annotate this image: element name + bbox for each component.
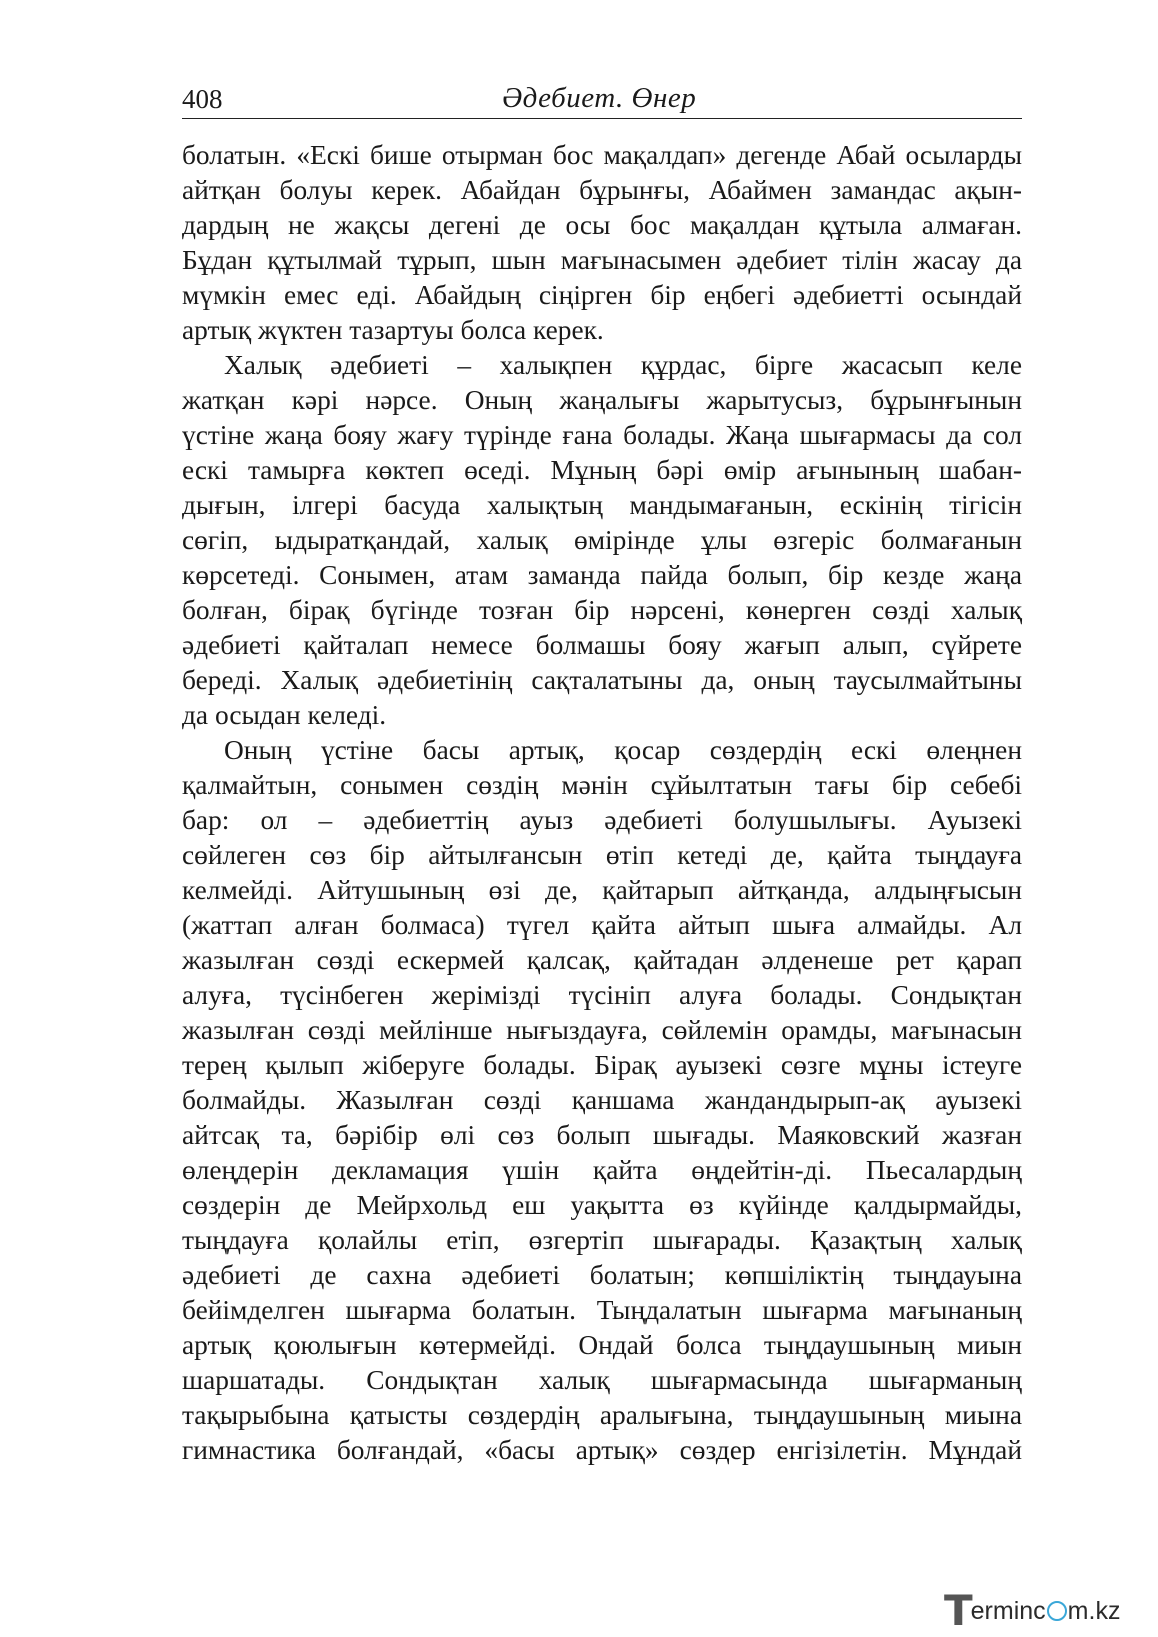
text-line: жазылған сөзді ескермей қалсақ, қайтадан әлденеше рет қарап bbox=[182, 945, 1022, 975]
text-line: ескі тамырға көктеп өседі. Мұның бәрі өмір ағынының шабан- bbox=[182, 455, 1022, 485]
running-title: Әдебиет. Өнер bbox=[502, 82, 697, 114]
watermark-o-icon bbox=[1047, 1601, 1067, 1621]
text-line: Оның үстіне басы артық, қосар сөздердің ескі өлеңнен bbox=[224, 735, 1022, 765]
paragraph-3 bbox=[182, 733, 1022, 1468]
paragraph-2 bbox=[182, 348, 1022, 733]
text-line: гимнастика болғандай, «басы артық» сөздер енгізілетін. Мұндай bbox=[182, 1435, 1022, 1465]
text-line: Бұдан құтылмай тұрып, шын мағынасымен әдебиет тілін жасау да bbox=[182, 245, 1022, 275]
text-line: сөгіп, ыдыратқандай, халық өмірінде ұлы өзгеріс болмағанын bbox=[182, 525, 1022, 555]
text-line: дығын, ілгері басуда халықтың мандымағанын, ескінің тігісін bbox=[182, 490, 1022, 520]
text-line: қалмайтын, сонымен сөздің мәнін сұйылтатын тағы бір себебі bbox=[182, 770, 1022, 800]
termincom-watermark bbox=[944, 1586, 1121, 1635]
text-line: болған, бірақ бүгінде тозған бір нәрсені, көнерген сөзді халық bbox=[182, 595, 1022, 625]
watermark-text-part3: m.kz bbox=[1067, 1597, 1121, 1625]
text-line: көрсетеді. Сонымен, атам заманда пайда болып, бір кезде жаңа bbox=[182, 560, 1022, 590]
text-line: бейімделген шығарма болатын. Тыңдалатын шығарма мағынаның bbox=[182, 1295, 1022, 1325]
text-line: дардың не жақсы дегені де осы бос мақалдан құтыла алмаған. bbox=[182, 210, 1022, 240]
text-line: айтсақ та, бәрібір өлі сөз болып шығады. Маяковский жазған bbox=[182, 1120, 1022, 1150]
text-line: алуға, түсінбеген жерімізді түсініп алуға болады. Сондықтан bbox=[182, 980, 1022, 1010]
watermark-text-part2: c bbox=[1033, 1597, 1046, 1625]
text-line: береді. Халық әдебиетінің сақталатыны да, оның таусылмайтыны bbox=[182, 665, 1022, 695]
text-line: сөйлеген сөз бір айтылғансын өтіп кетеді де, қайта тыңдауға bbox=[182, 840, 1022, 870]
body-text bbox=[182, 138, 1022, 1468]
paragraph-1 bbox=[182, 138, 1022, 348]
text-line: әдебиеті қайталап немесе болмашы бояу жағып алып, сүйрете bbox=[182, 630, 1022, 660]
text-line: мүмкін емес еді. Абайдың сіңірген бір еңбегі әдебиетті осындай bbox=[182, 280, 1022, 310]
text-line: тыңдауға қолайлы етіп, өзгертіп шығарады. Қазақтың халық bbox=[182, 1225, 1022, 1255]
text-line: Халық әдебиеті – халықпен құрдас, бірге жасасып келе bbox=[224, 350, 1022, 380]
text-line: болатын. «Ескі бише отырман бос мақалдап» дегенде Абай осыларды bbox=[182, 140, 1022, 170]
watermark-letter-t: T bbox=[944, 1586, 973, 1635]
text-line: шаршатады. Сондықтан халық шығармасында шығарманың bbox=[182, 1365, 1022, 1395]
text-line: терең қылып жіберуге болады. Бірақ ауызекі сөзге мұны істеуге bbox=[182, 1050, 1022, 1080]
text-line: болмайды. Жазылған сөзді қаншама жандандырып-ақ ауызекі bbox=[182, 1085, 1022, 1115]
text-line: өлеңдерін декламация үшін қайта өңдейтін-ді. Пьесалардың bbox=[182, 1155, 1022, 1185]
text-line: жазылған сөзді мейлінше нығыздауға, сөйлемін орамды, мағынасын bbox=[182, 1015, 1022, 1045]
text-line: жатқан кәрі нәрсе. Оның жаңалығы жарытусыз, бұрынғынын bbox=[182, 385, 1022, 415]
text-line: айтқан болуы керек. Абайдан бұрынғы, Абаймен замандас ақын- bbox=[182, 175, 1022, 205]
text-line: келмейді. Айтушының өзі де, қайтарып айтқанда, алдыңғысын bbox=[182, 875, 1022, 905]
text-line: үстіне жаңа бояу жағу түрінде ғана болады. Жаңа шығармасы да сол bbox=[182, 420, 1022, 450]
page-number: 408 bbox=[182, 84, 223, 114]
text-line: әдебиеті де сахна әдебиеті болатын; көпшіліктің тыңдауына bbox=[182, 1260, 1022, 1290]
text-line: (жаттап алған болмаса) түгел қайта айтып шыға алмайды. Ал bbox=[182, 910, 1022, 940]
text-line: артық жүктен тазартуы болса керек. bbox=[182, 315, 604, 345]
page-header bbox=[182, 80, 1022, 119]
text-line: тақырыбына қатысты сөздердің аралығына, тыңдаушының миына bbox=[182, 1400, 1022, 1430]
text-line: да осыдан келеді. bbox=[182, 700, 387, 730]
text-line: артық қоюлығын көтермейді. Ондай болса тыңдаушының миын bbox=[182, 1330, 1022, 1360]
text-line: бар: ол – әдебиеттің ауыз әдебиеті болушылығы. Ауызекі bbox=[182, 805, 1022, 835]
text-line: сөздерін де Мейрхольд еш уақытта өз күйінде қалдырмайды, bbox=[182, 1190, 1022, 1220]
watermark-text-part1: ermin bbox=[970, 1597, 1034, 1625]
